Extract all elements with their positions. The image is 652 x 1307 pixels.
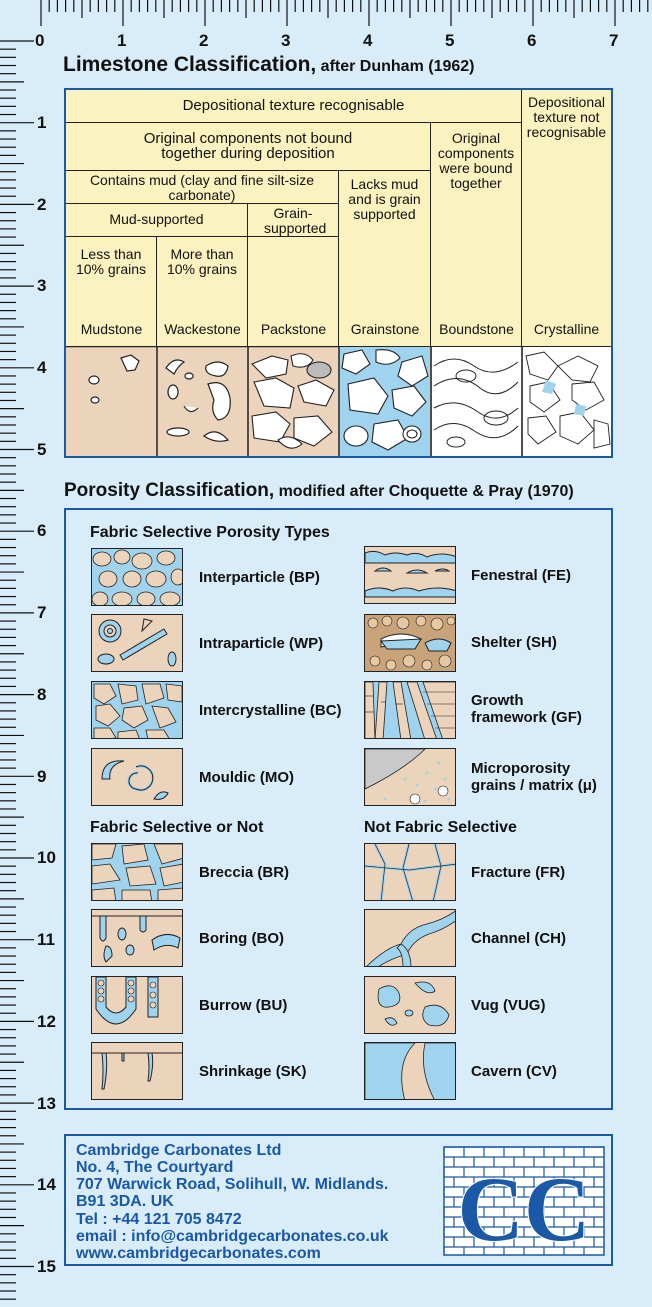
ruler-top-number: 1 — [117, 31, 127, 50]
ruler-left-number: 6 — [37, 521, 47, 540]
ruler-top-number: 7 — [609, 31, 619, 50]
intraparticle-swatch — [91, 614, 183, 672]
contains-mud-cell: Contains mud (clay and fine silt-size carbonate) — [66, 171, 339, 204]
ruler-top-number: 4 — [363, 31, 373, 50]
shelter-swatch — [364, 614, 456, 672]
mouldic-label: Mouldic (MO) — [199, 769, 294, 786]
breccia-swatch — [91, 843, 183, 901]
company-website[interactable]: www.cambridgecarbonates.com — [76, 1245, 321, 1262]
not-selective-heading: Not Fabric Selective — [364, 819, 517, 836]
ruler-left-number: 8 — [37, 685, 47, 704]
ruler-top-number: 6 — [527, 31, 537, 50]
fracture-swatch — [364, 843, 456, 901]
boring-label: Boring (BO) — [199, 930, 284, 947]
limestone-title — [63, 53, 475, 77]
interparticle-label: Interparticle (BP) — [199, 569, 320, 586]
fenestral-swatch — [364, 546, 456, 604]
ruler-left-number: 7 — [37, 603, 47, 622]
rock-label-boundstone: Boundstone — [439, 321, 514, 337]
ruler-left-number: 3 — [37, 276, 47, 295]
growth-framework-swatch — [364, 681, 456, 739]
ruler-left-number: 9 — [37, 767, 47, 786]
ruler-top-number: 2 — [199, 31, 209, 50]
porosity-title-main: Porosity Classification, — [64, 480, 275, 501]
company-info-box — [64, 1134, 613, 1266]
ruler-left-number: 2 — [37, 195, 47, 214]
ruler-left-number: 14 — [37, 1175, 56, 1194]
dunham-table — [64, 88, 613, 458]
less-than-cell: Less than 10% grains — [66, 237, 157, 346]
left-ruler — [0, 0, 40, 1307]
rock-label-packstone: Packstone — [260, 321, 327, 337]
rock-label-mudstone: Mudstone — [80, 321, 143, 337]
ruler-left-number: 13 — [37, 1094, 56, 1113]
bound-cell: Original components were bound together — [431, 123, 522, 346]
microporosity-swatch — [364, 748, 456, 806]
rock-texture-strip — [66, 346, 611, 456]
more-than-cell: More than 10% grains — [157, 237, 248, 346]
ruler-top-number: 0 — [35, 31, 45, 50]
shrinkage-label: Shrinkage (SK) — [199, 1063, 307, 1080]
channel-swatch — [364, 909, 456, 967]
limestone-title-main: Limestone Classification, — [63, 53, 317, 76]
ruler-left-number: 15 — [37, 1257, 56, 1276]
ruler-left-number: 11 — [37, 930, 55, 949]
porosity-title-sub: modified after Choquette & Pray (1970) — [274, 483, 574, 500]
cavern-label: Cavern (CV) — [471, 1063, 557, 1080]
not-bound-cell: Original components not bound together during deposition — [66, 123, 431, 171]
boring-swatch — [91, 909, 183, 967]
company-address-1: No. 4, The Courtyard — [76, 1159, 234, 1176]
selective-or-not-heading: Fabric Selective or Not — [90, 819, 264, 836]
header-not-recognisable: Depositional texture not recognisable — [526, 94, 607, 140]
intercrystalline-label: Intercrystalline (BC) — [199, 702, 342, 719]
company-address-2: 707 Warwick Road, Solihull, W. Midlands. — [76, 1176, 389, 1193]
rock-label-grainstone: Grainstone — [350, 321, 420, 337]
ruler-top-number: 5 — [445, 31, 455, 50]
burrow-label: Burrow (BU) — [199, 997, 288, 1014]
shrinkage-swatch — [91, 1042, 183, 1100]
breccia-label: Breccia (BR) — [199, 864, 290, 881]
mud-supported-cell: Mud-supported — [66, 204, 248, 237]
intraparticle-label: Intraparticle (WP) — [199, 635, 324, 652]
ruler-left-number: 10 — [37, 848, 56, 867]
rock-label-wackestone: Wackestone — [164, 321, 241, 337]
company-tel: Tel : +44 121 705 8472 — [76, 1211, 242, 1228]
microporosity-label: Microporosity grains / matrix (μ) — [471, 760, 597, 794]
fenestral-label: Fenestral (FE) — [471, 567, 572, 584]
intercrystalline-swatch — [91, 681, 183, 739]
company-logo — [443, 1146, 605, 1256]
limestone-title-sub: after Dunham (1962) — [316, 58, 475, 75]
ruler-left-number: 4 — [37, 358, 47, 377]
ruler-left-number: 5 — [37, 440, 47, 459]
ruler-top-number: 3 — [281, 31, 291, 50]
header-recognisable: Depositional texture recognisable — [66, 90, 522, 123]
mouldic-swatch — [91, 748, 183, 806]
cavern-swatch — [364, 1042, 456, 1100]
ruler-left-number: 12 — [37, 1012, 56, 1031]
rock-label-crystalline: Crystalline — [533, 321, 600, 337]
porosity-title — [64, 480, 574, 502]
ruler-left-number: 1 — [37, 113, 47, 132]
fracture-label: Fracture (FR) — [471, 864, 566, 881]
company-name: Cambridge Carbonates Ltd — [76, 1142, 282, 1159]
fabric-selective-heading: Fabric Selective Porosity Types — [90, 524, 330, 541]
lacks-mud-cell: Lacks mud and is grain supported — [339, 171, 431, 346]
logo-text: CC — [457, 1158, 591, 1256]
grain-supported-cell: Grain-supported — [248, 204, 339, 237]
shelter-label: Shelter (SH) — [471, 634, 557, 651]
vug-label: Vug (VUG) — [471, 997, 546, 1014]
top-ruler — [0, 0, 652, 34]
burrow-swatch — [91, 976, 183, 1034]
vug-swatch — [364, 976, 456, 1034]
company-email[interactable]: email : info@cambridgecarbonates.co.uk — [76, 1228, 389, 1245]
grainstone-texture — [342, 350, 428, 450]
company-address-3: B91 3DA. UK — [76, 1193, 174, 1210]
interparticle-swatch — [91, 548, 183, 606]
growth-framework-label: Growth framework (GF) — [471, 692, 582, 726]
channel-label: Channel (CH) — [471, 930, 566, 947]
